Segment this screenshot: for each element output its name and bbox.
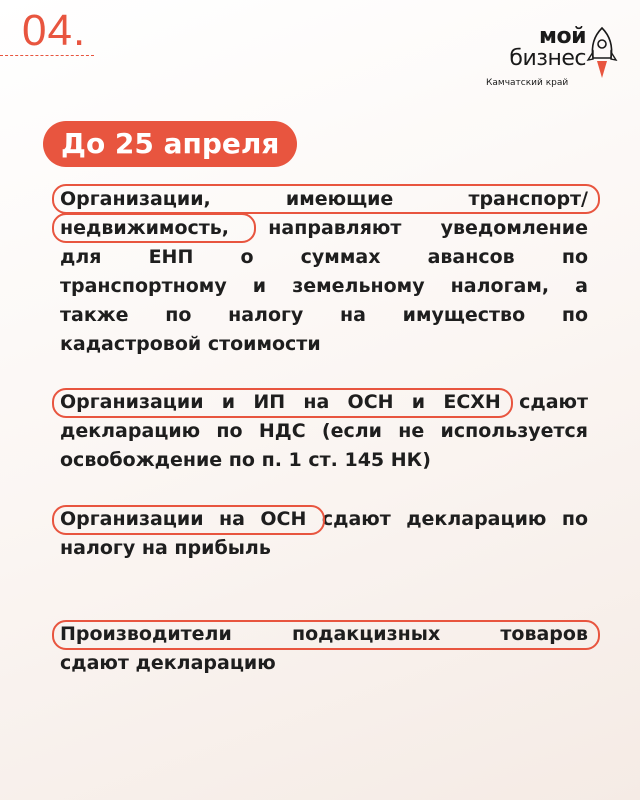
item-4-line-2: сдают декларацию xyxy=(60,652,276,674)
item-1-line-5: также по налогу на имущество по xyxy=(60,304,588,326)
page-number: 04. xyxy=(22,6,87,55)
item-1-line-1: Организации, имеющие транспорт/ xyxy=(60,188,588,210)
logo-line1: мой xyxy=(538,24,586,49)
item-3-line-1: Организации на ОСН сдают декларацию по xyxy=(60,508,588,530)
logo-region: Камчатский край xyxy=(486,78,569,88)
item-3-line-2: налогу на прибыль xyxy=(60,537,271,559)
item-2-line-1: Организации и ИП на ОСН и ЕСХН сдают xyxy=(60,391,588,413)
logo-text xyxy=(486,26,586,70)
item-1 xyxy=(60,185,588,359)
item-2-line-2: декларацию по НДС (если не используется xyxy=(60,420,588,442)
item-4 xyxy=(60,620,588,678)
logo-line2: бизнес xyxy=(509,46,586,71)
item-3 xyxy=(60,505,588,563)
logo xyxy=(486,26,626,96)
deadline-badge: До 25 апреля xyxy=(43,121,297,167)
rocket-icon xyxy=(586,26,618,84)
item-4-line-1: Производители подакцизных товаров xyxy=(60,623,588,645)
item-1-line-2: недвижимость, направляют уведомление xyxy=(60,217,588,239)
item-1-line-4: транспортному и земельному налогам, а xyxy=(60,275,588,297)
item-2 xyxy=(60,388,588,475)
item-1-line-3: для ЕНП о суммах авансов по xyxy=(60,246,588,268)
page-number-rule xyxy=(0,55,94,56)
item-1-line-6: кадастровой стоимости xyxy=(60,333,321,355)
item-2-line-3: освобождение по п. 1 ст. 145 НК) xyxy=(60,449,431,471)
